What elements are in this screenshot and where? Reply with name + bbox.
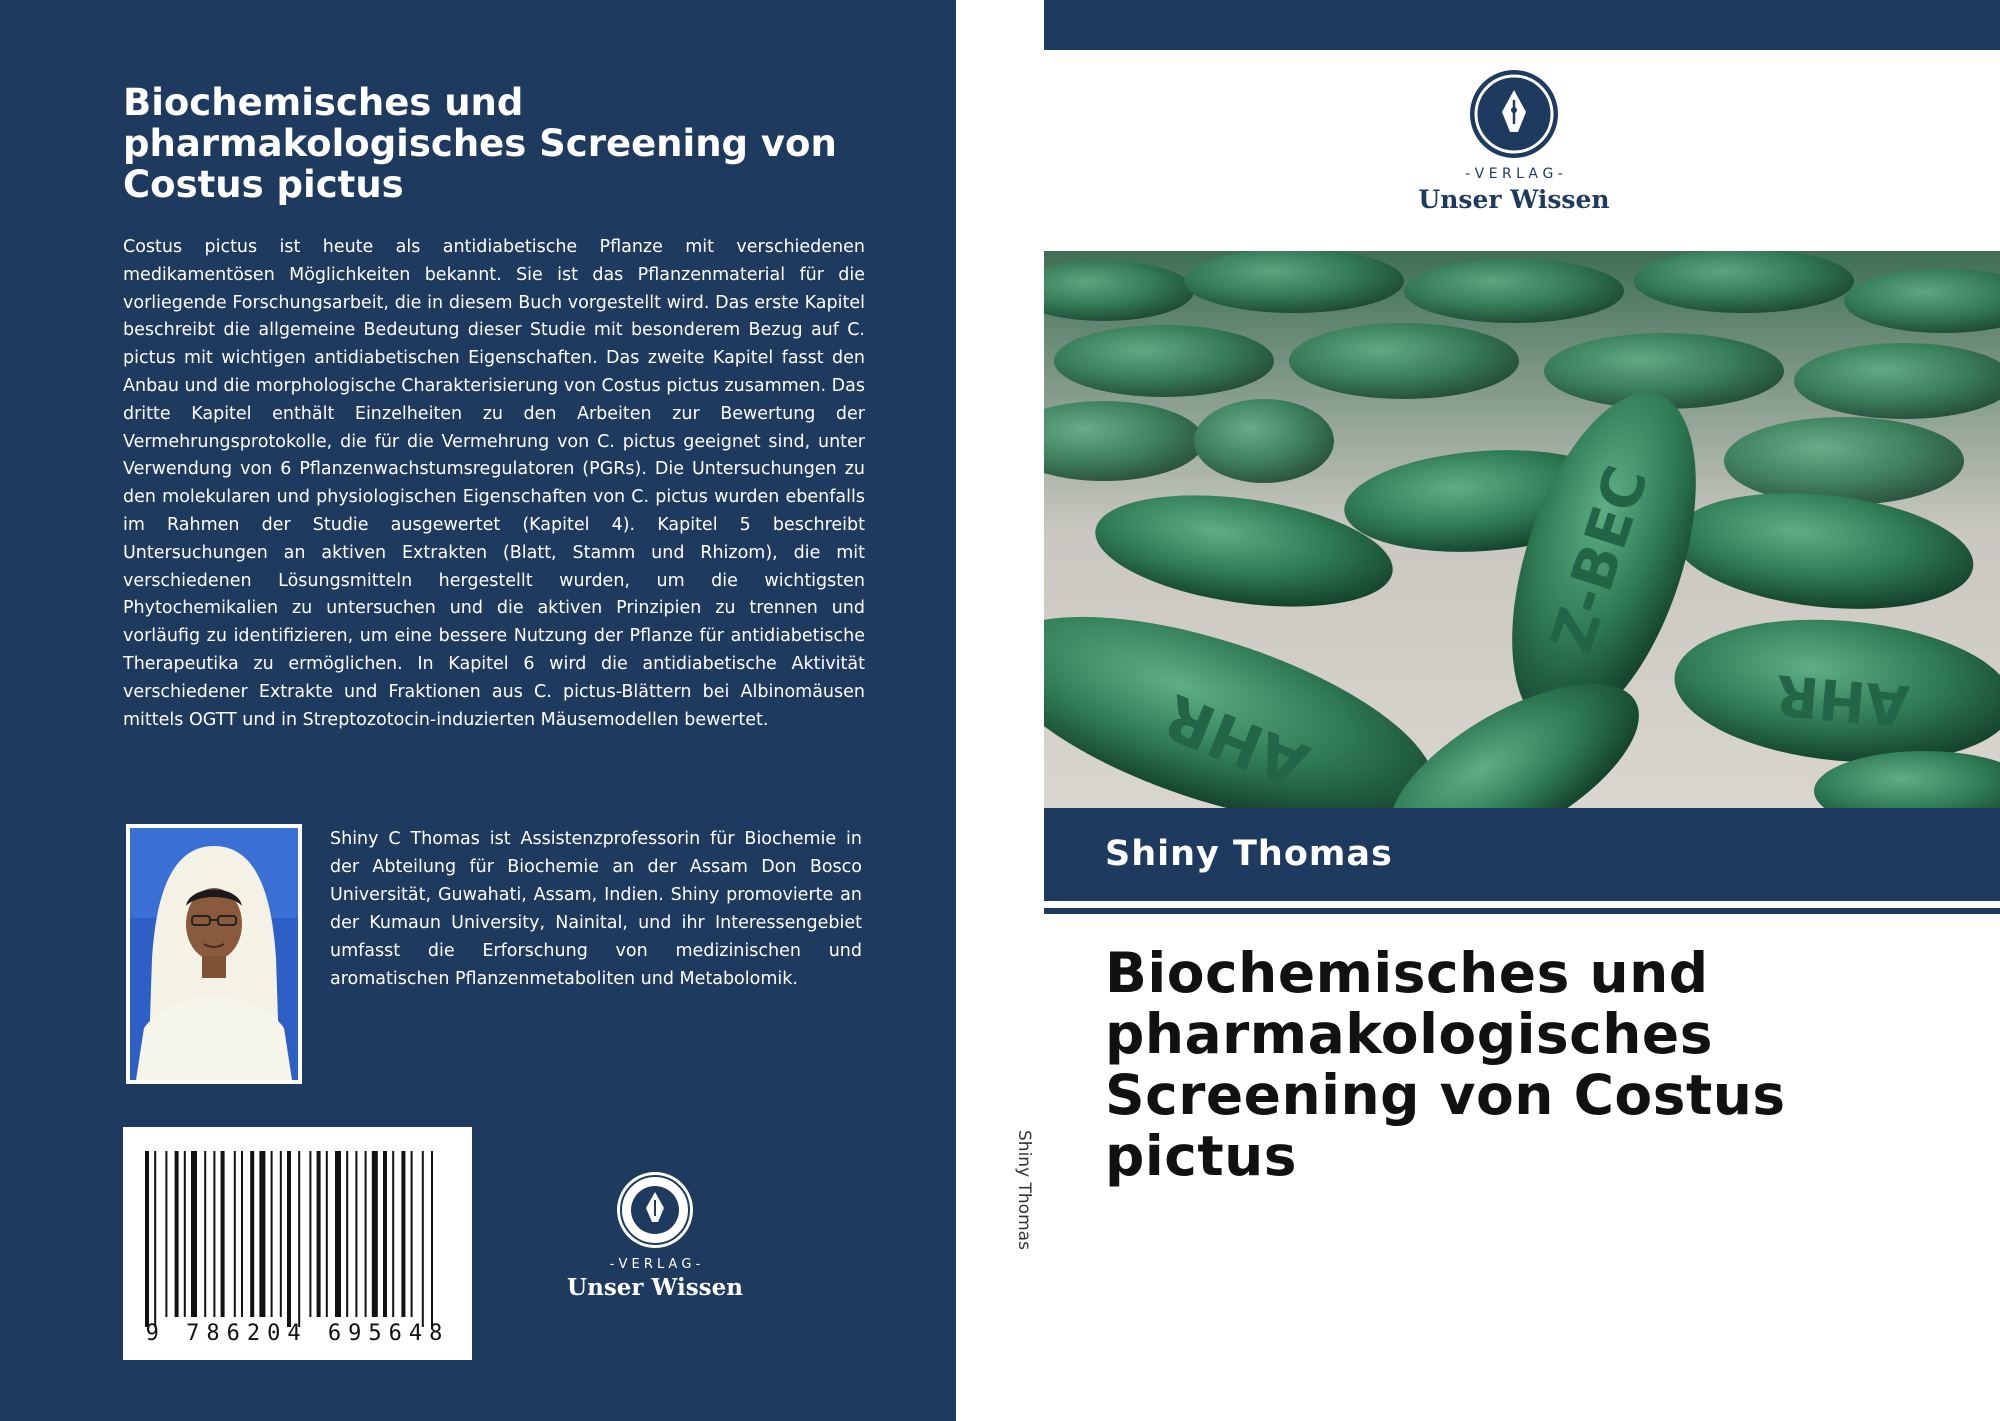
front-author-name: Shiny Thomas [1105, 834, 1393, 874]
isbn-number: 9 786204 695648 [145, 1321, 450, 1346]
barcode-bar [309, 1151, 311, 1317]
publisher-tagline: - V E R L A G - [1465, 166, 1563, 182]
barcode-bar [411, 1151, 413, 1317]
barcode-bar [145, 1151, 149, 1327]
barcode-bar [204, 1151, 206, 1317]
barcode-bar [241, 1151, 243, 1317]
publisher-name: Unser Wissen [1418, 185, 1610, 214]
barcode-bar [154, 1151, 156, 1327]
isbn-barcode [123, 1127, 472, 1360]
publisher-logo-front [1414, 70, 1614, 220]
barcode-bar [383, 1151, 387, 1317]
pill-mark-zbec: Z-BEC [1537, 457, 1662, 662]
front-cover-title: Biochemisches und pharmakologisches Screening von Costus pictus [1105, 941, 1786, 1188]
barcode-bar [372, 1151, 378, 1317]
barcode-bar [355, 1151, 357, 1317]
spine-author: Shiny Thomas [1014, 1130, 1034, 1250]
barcode-bar [365, 1151, 367, 1317]
barcode-bar [326, 1151, 328, 1317]
pill-mark-ahr-right: AHR [1773, 661, 1912, 738]
barcode-bar [250, 1151, 254, 1317]
book-spine [956, 0, 1044, 1421]
barcode-bar [221, 1151, 225, 1317]
barcode-bar [184, 1151, 186, 1317]
publisher-tagline: - V E R L A G - [609, 1257, 701, 1272]
author-band [1044, 808, 2000, 901]
barcode-bar [346, 1151, 348, 1317]
pill-mark-ahr-left: AHR [1153, 679, 1319, 803]
barcode-bar [280, 1151, 282, 1317]
top-color-bar [1044, 0, 2000, 50]
barcode-bar [165, 1151, 167, 1317]
barcode-bar [234, 1151, 236, 1317]
book-blurb: Costus pictus ist heute als antidiabetische Pflanze mit verschiedenen medikamentösen Möglichkeiten bekannt. Sie ist das Pflanzenmaterial für die vorliegende Forschungsarbeit, die in diesem Buch vorgestellt wird. Das erste Kapitel beschreibt die allgemeine Bedeutung dieser Studie mit besonderem Bezug auf C. pictus mit wichtigen antidiabetischen Eigenschaften. Das zweite Kapitel fasst den Anbau und die morphologische Charakterisierung von Costus pictus zusammen. Das dritte Kapitel enthält Einzelheiten zu den Arbeiten zur Bewertung der Vermehrungsprotokolle, die für die Vermehrung von C. pictus geeignet sind, unter Verwendung von 6 Pflanzenwachstumsregulatoren (PGRs). Die Untersuchungen zu den molekularen und physiologischen Eigenschaften von C. pictus wurden ebenfalls im Rahmen der Studie ausgewertet (Kapitel 4). Kapitel 5 beschreibt Untersuchungen an aktiven Extrakten (Blatt, Stamm und Rhizom), die mit verschiedenen Lösungsmitteln hergestellt wurden, um die wichtigsten Phytochemikalien zu untersuchen und die aktiven Prinzipien zu trennen und vorläufig zu identifizieren, um eine bessere Nutzung der Pflanze für antidiabetische Therapeutika zu ermöglichen. In Kapitel 6 wird die antidiabetische Aktivität verschiedener Extrakte und Fraktionen aus C. pictus-Blättern bei Albinomäusen mittels OGTT und in Streptozotocin-induzierten Mäusemodellen bewertet. [123, 237, 865, 730]
publisher-logo-back [560, 1170, 750, 1310]
publisher-name: Unser Wissen [567, 1274, 743, 1301]
back-cover [0, 0, 956, 1421]
cover-photo-green-pills [1044, 251, 2000, 808]
barcode-bar [431, 1151, 433, 1327]
author-photo [126, 824, 302, 1084]
front-cover [1044, 0, 2000, 1421]
barcode-bar [298, 1151, 300, 1327]
barcode-bar [317, 1151, 321, 1317]
divider-line [1044, 908, 2000, 914]
barcode-bar [175, 1151, 179, 1317]
barcode-bar [191, 1151, 197, 1317]
back-cover-title: Biochemisches und pharmakologisches Screening von Costus pictus [123, 81, 837, 206]
barcode-bar [422, 1151, 424, 1327]
barcode-bar [287, 1151, 291, 1327]
barcode-bar [213, 1151, 215, 1317]
barcode-bar [271, 1151, 273, 1317]
barcode-bar [401, 1151, 405, 1317]
author-bio: Shiny C Thomas ist Assistenzprofessorin für Biochemie in der Abteilung für Biochemie an der Assam Don Bosco Universität, Guwahati, Assam, Indien. Shiny promovierte an der Kumaun University, Nainital, und ihr Interessengebiet umfasst die Erforschung von medizinischen und aromatischen Pflanzenmetaboliten und Metabolomik. [330, 829, 862, 989]
barcode-bar [259, 1151, 265, 1317]
barcode-bar [392, 1151, 394, 1317]
barcode-bar [335, 1151, 341, 1317]
